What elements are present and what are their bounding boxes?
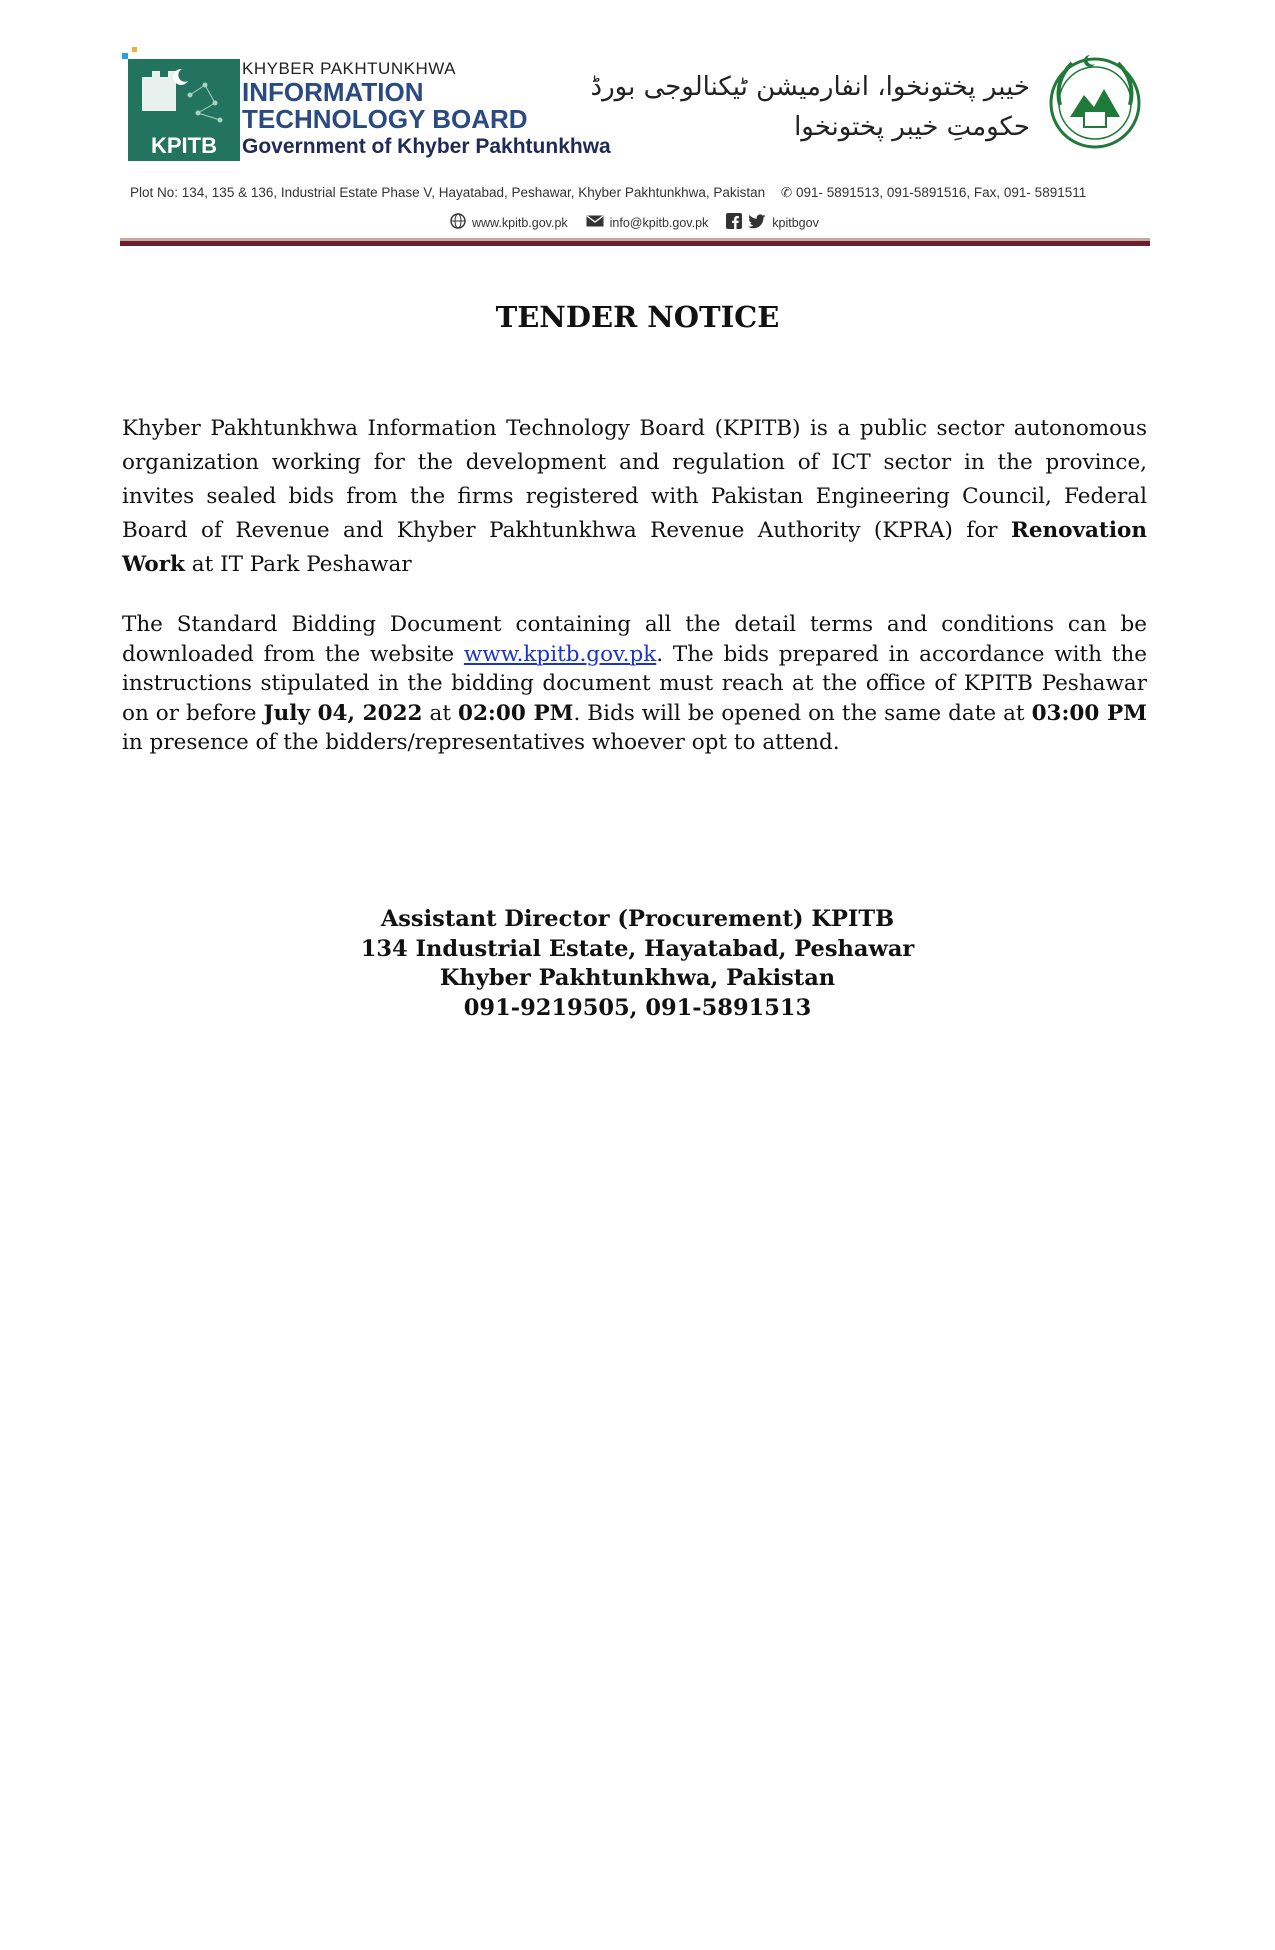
signature-title: Assistant Director (Procurement) KPITB (380, 906, 895, 932)
address-line (130, 185, 1150, 201)
website-text[interactable]: www.kpitb.gov.pk (472, 215, 568, 230)
p2-c: at (422, 700, 459, 726)
signature-province: Khyber Pakhtunkhwa, Pakistan (439, 965, 836, 991)
twitter-icon[interactable] (748, 214, 766, 232)
p1-end: at IT Park Peshawar (184, 552, 412, 577)
contact-line (450, 213, 819, 232)
deadline-date: July 04, 2022 (263, 700, 423, 726)
p2-e: in presence of the bidders/representatives whoever opt to attend. (122, 730, 840, 755)
social-handle[interactable]: kpitbgov (772, 215, 819, 230)
kpitb-logo (120, 45, 240, 165)
p2-b: . The bids prepared in accordance with the instructions stipulated in the bidding document must reach at the office of KPITB Peshawar on or before (122, 641, 1147, 726)
p2-a: The Standard Bidding Document containing all the detail terms and conditions can be downloaded from the website (122, 612, 1147, 667)
notice-paragraph-2 (122, 610, 1147, 758)
signature-address: 134 Industrial Estate, Hayatabad, Peshawar (360, 935, 915, 962)
org-name-block (242, 59, 611, 159)
logo-text: KPITB (151, 133, 217, 158)
notice-paragraph-1 (122, 412, 1147, 582)
org-line-2 (242, 106, 611, 133)
header-rule-dark (120, 241, 1150, 246)
urdu-title-line-1: خیبر پختونخوا، انفارمیشن ٹیکنالوجی بورڈ (590, 72, 1030, 102)
signature-phones: 091-9219505, 091-5891513 (463, 994, 812, 1021)
deadline-time: 02:00 PM (458, 700, 574, 726)
email-icon (586, 215, 604, 230)
signature-block (0, 905, 1275, 1023)
page-title: TENDER NOTICE (495, 300, 780, 334)
org-region: KHYBER PAKHTUNKHWA (242, 59, 456, 78)
urdu-title-line-2: حکومتِ خیبر پختونخوا (794, 112, 1030, 142)
letterhead (120, 45, 1150, 250)
globe-icon (450, 213, 466, 232)
address-text: Plot No: 134, 135 & 136, Industrial Estate Phase V, Hayatabad, Peshawar, Khyber Pakhtunkhwa, Pakistan (130, 185, 766, 200)
email-text[interactable]: info@kpitb.gov.pk (609, 215, 709, 230)
p2-d: . Bids will be opened on the same date at (573, 700, 1032, 726)
government-emblem (1040, 45, 1150, 155)
p1-text: Khyber Pakhtunkhwa Information Technology Board (KPITB) is a public sector autonomous organization working for the development and regulation of ICT sector in the province, invites sealed bids from the firms registered with Pakistan Engineering Council, Federal Board of Revenue and Khyber Pakhtunkhwa Revenue Authority (KPRA) for (122, 416, 1147, 543)
org-line-2-text: TECHNOLOGY BOARD (242, 104, 528, 134)
org-government: Government of Khyber Pakhtunkhwa (242, 135, 611, 158)
opening-time: 03:00 PM (1031, 700, 1147, 726)
p1-bold-work: Renovation Work (122, 518, 1147, 577)
urdu-title-block (591, 67, 1031, 147)
facebook-icon[interactable] (726, 213, 742, 232)
phone-icon: ✆ (780, 185, 793, 200)
org-line-1: INFORMATION (242, 77, 424, 107)
website-link[interactable]: www.kpitb.gov.pk (463, 641, 657, 667)
phone-numbers: 091- 5891513, 091-5891516, Fax, 091- 5891511 (796, 185, 1087, 200)
